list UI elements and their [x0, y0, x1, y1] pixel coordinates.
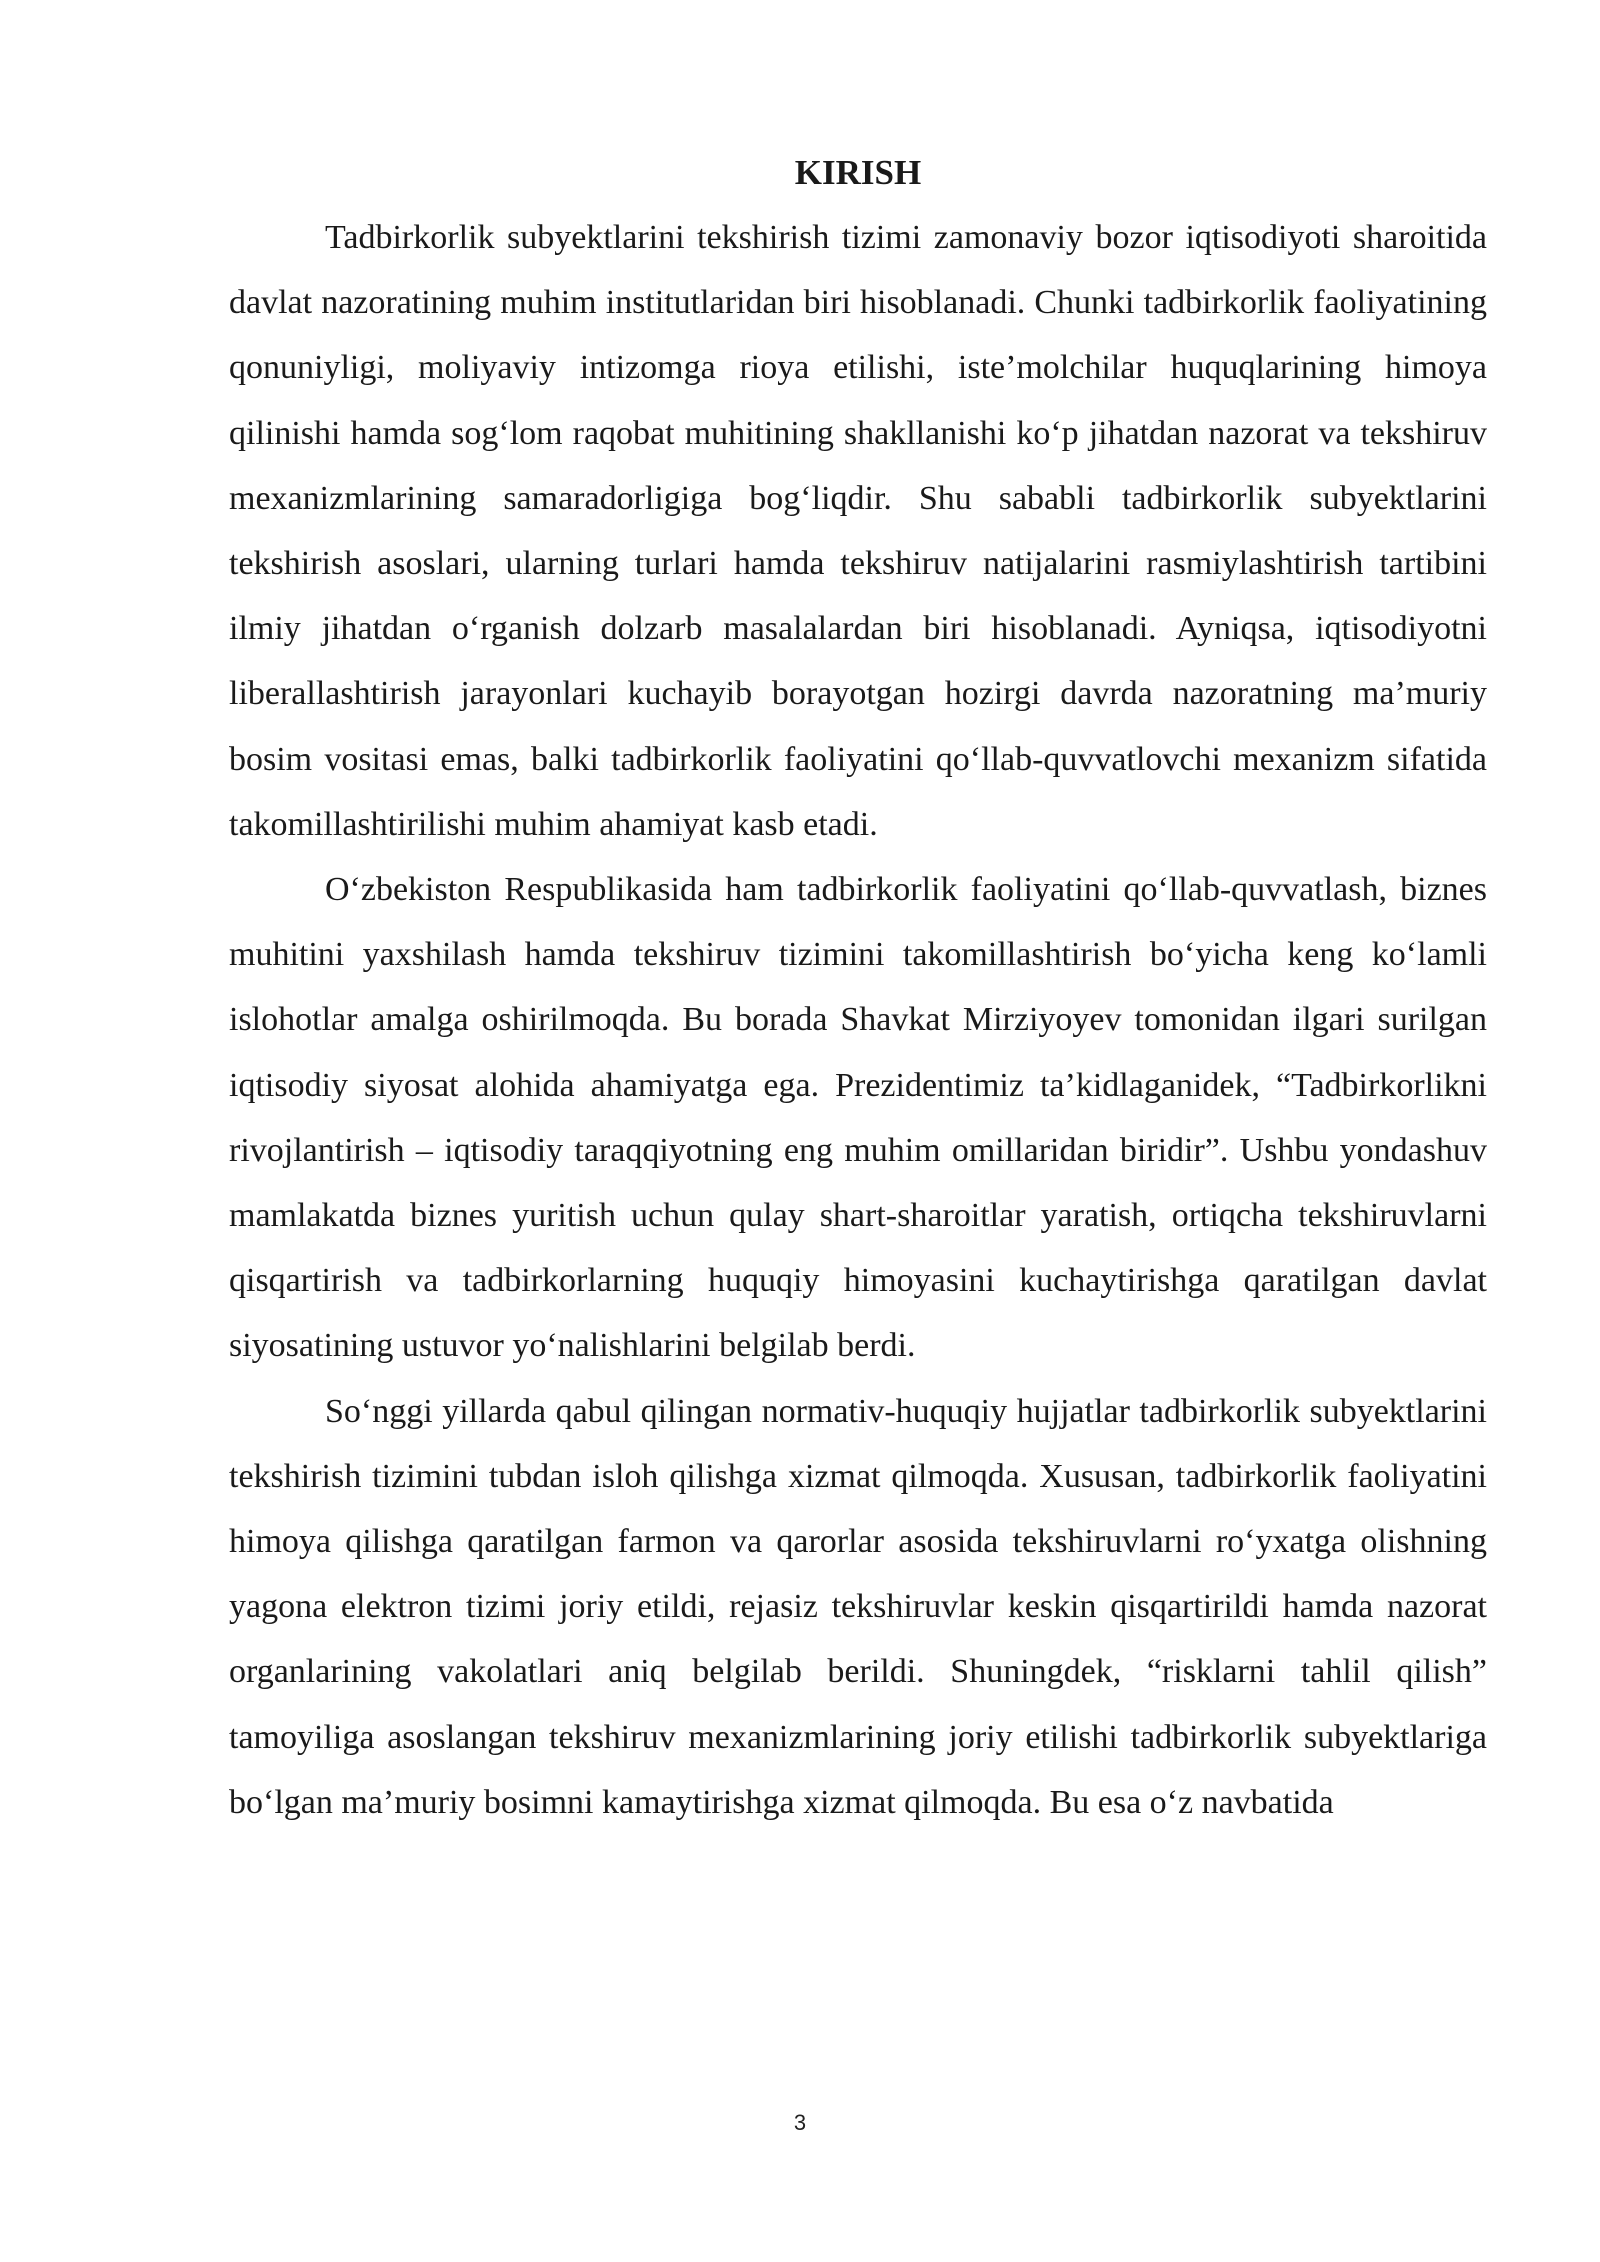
paragraph-2: O‘zbekiston Respublikasida ham tadbirkorlik faoliyatini qo‘llab-quvvatlash, biznes muhitini yaxshilash hamda tekshiruv tizimini takomillashtirish bo‘yicha keng ko‘lamli islohotlar amalga oshirilmoqda. Bu borada Shavkat Mirziyoyev tomonidan ilgari surilgan iqtisodiy siyosat alohida ahamiyatga ega. Prezidentimiz ta’kidlaganidek, “Tadbirkorlikni rivojlantirish – iqtisodiy taraqqiyotning eng muhim omillaridan biridir”. Ushbu yondashuv mamlakatda biznes yuritish uchun qulay shart-sharoitlar yaratish, ortiqcha tekshiruvlarni qisqartirish va tadbirkorlarning huquqiy himoyasini kuchaytirishga qaratilgan davlat siyosatining ustuvor yo‘nalishlarini belgilab berdi. — [229, 871, 1487, 1365]
page-content — [229, 140, 1487, 1835]
paragraph-1: Tadbirkorlik subyektlarini tekshirish tizimi zamonaviy bozor iqtisodiyoti sharoitida davlat nazoratining muhim institutlaridan biri hisoblanadi. Chunki tadbirkorlik faoliyatining qonuniyligi, moliyaviy intizomga rioya etilishi, iste’molchilar huquqlarining himoya qilinishi hamda sog‘lom raqobat muhitining shakllanishi ko‘p jihatdan nazorat va tekshiruv mexanizmlarining samaradorligiga bog‘liqdir. Shu sababli tadbirkorlik subyektlarini tekshirish asoslari, ularning turlari hamda tekshiruv natijalarini rasmiylashtirish tartibini ilmiy jihatdan o‘rganish dolzarb masalalardan biri hisoblanadi. Ayniqsa, iqtisodiyotni liberallashtirish jarayonlari kuchayib borayotgan hozirgi davrda nazoratning ma’muriy bosim vositasi emas, balki tadbirkorlik faoliyatini qo‘llab-quvvatlovchi mexanizm sifatida takomillashtirilishi muhim ahamiyat kasb etadi. — [229, 219, 1487, 843]
paragraph-3: So‘nggi yillarda qabul qilingan normativ-huquqiy hujjatlar tadbirkorlik subyektlarini tekshirish tizimini tubdan isloh qilishga xizmat qilmoqda. Xususan, tadbirkorlik faoliyatini himoya qilishga qaratilgan farmon va qarorlar asosida tekshiruvlarni ro‘yxatga olishning yagona elektron tizimi joriy etildi, rejasiz tekshiruvlar keskin qisqartirildi hamda nazorat organlarining vakolatlari aniq belgilab berildi. Shuningdek, “risklarni tahlil qilish” tamoyiliga asoslangan tekshiruv mexanizmlarining joriy etilishi tadbirkorlik subyektlariga bo‘lgan ma’muriy bosimni kamaytirishga xizmat qilmoqda. Bu esa o‘z navbatida — [229, 1392, 1487, 1821]
section-title: KIRISH — [794, 153, 922, 192]
page-number: 3 — [793, 2110, 807, 2135]
